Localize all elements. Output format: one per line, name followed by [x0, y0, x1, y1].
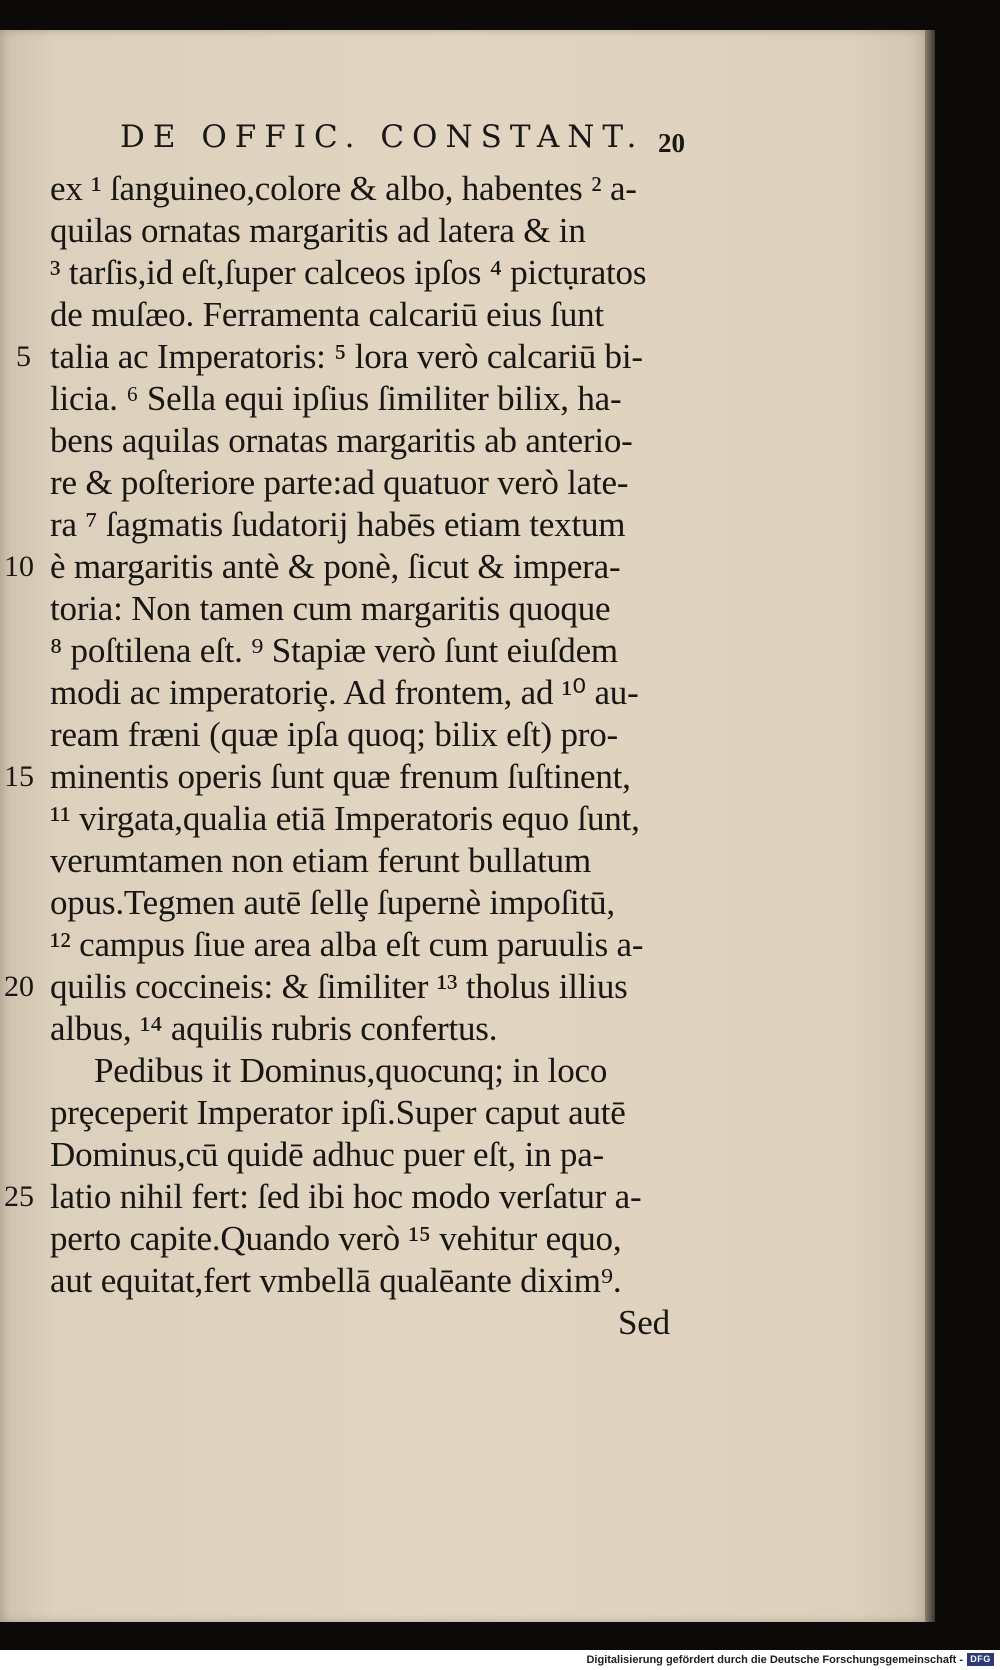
- text-line-6: licia. ⁶ Sella equi ipſius ſimiliter bilix, ha-: [50, 379, 622, 418]
- text-line-8: re & poſteriore parte:ad quatuor verò late-: [50, 463, 629, 502]
- text-line-19: ¹² campus ſiue area alba eſt cum paruulis a-: [50, 925, 644, 964]
- line-number-5: 5: [16, 340, 31, 373]
- text-line-27: aut equitat,fert vmbellā qualēante dixim⁹.: [50, 1261, 622, 1300]
- page-header: [120, 95, 690, 155]
- page-edge: [925, 30, 935, 1622]
- line-number-10: 10: [4, 550, 34, 583]
- text-line-21: albus, ¹⁴ aquilis rubris confertus.: [50, 1009, 498, 1048]
- text-line-10: è margaritis antè & ponè, ſicut & impera-: [50, 547, 621, 586]
- text-line-16: ¹¹ virgata,qualia etiā Imperatoris equo ſunt,: [50, 799, 640, 838]
- text-line-26: perto capite.Quando verò ¹⁵ vehitur equo,: [50, 1219, 622, 1258]
- text-line-15: minentis operis ſunt quæ frenum ſuſtinent,: [50, 757, 631, 796]
- text-line-13: modi ac imperatoriȩ. Ad frontem, ad ¹⁰ au-: [50, 673, 639, 712]
- line-number-25: 25: [4, 1180, 34, 1213]
- dfg-logo: DFG: [967, 1653, 994, 1666]
- line-number-20: 20: [4, 970, 34, 1003]
- text-line-23: prȩceperit Imperator ipſi.Super caput autē: [50, 1093, 626, 1132]
- catchword: Sed: [618, 1303, 670, 1342]
- text-line-2: quilas ornatas margaritis ad latera & in: [50, 211, 586, 250]
- digitization-note: Digitalisierung gefördert durch die Deutsche Forschungsgemeinschaft -: [586, 1654, 963, 1666]
- text-line-25: latio nihil fert: ſed ibi hoc modo verſatur a-: [50, 1177, 642, 1216]
- text-line-18: opus.Tegmen autē ſellȩ ſupernè impoſitū,: [50, 883, 615, 922]
- running-head: DE OFFIC. CONSTANT.: [120, 119, 645, 155]
- text-line-11: toria: Non tamen cum margaritis quoque: [50, 589, 611, 628]
- text-line-9: ra ⁷ ſagmatis ſudatorij habēs etiam textum: [50, 505, 626, 544]
- text-line-17: verumtamen non etiam ferunt bullatum: [50, 841, 591, 880]
- text-line-1: ex ¹ ſanguineo,colore & albo, habentes ² a-: [50, 169, 637, 208]
- text-line-3: ³ tarſis,id eſt,ſuper calceos ipſos ⁴ pictụratos: [50, 253, 647, 292]
- text-line-4: de muſæo. Ferramenta calcariū eius ſunt: [50, 295, 604, 334]
- text-line-7: bens aquilas ornatas margaritis ab anterio-: [50, 421, 633, 460]
- folio-number: 20: [658, 128, 685, 158]
- line-number-15: 15: [4, 760, 34, 793]
- text-line-5: talia ac Imperatoris: ⁵ lora verò calcariū bi-: [50, 337, 643, 376]
- text-line-20: quilis coccineis: & ſimiliter ¹³ tholus illius: [50, 967, 628, 1006]
- text-line-24: Dominus,cū quidē adhuc puer eſt, in pa-: [50, 1135, 604, 1174]
- text-line-22: Pedibus it Dominus,quocunq; in loco: [94, 1051, 608, 1090]
- text-line-12: ⁸ poſtilena eſt. ⁹ Stapiæ verò ſunt eiuſdem: [50, 631, 618, 670]
- text-line-14: ream fræni (quæ ipſa quoq; bilix eſt) pro-: [50, 715, 619, 754]
